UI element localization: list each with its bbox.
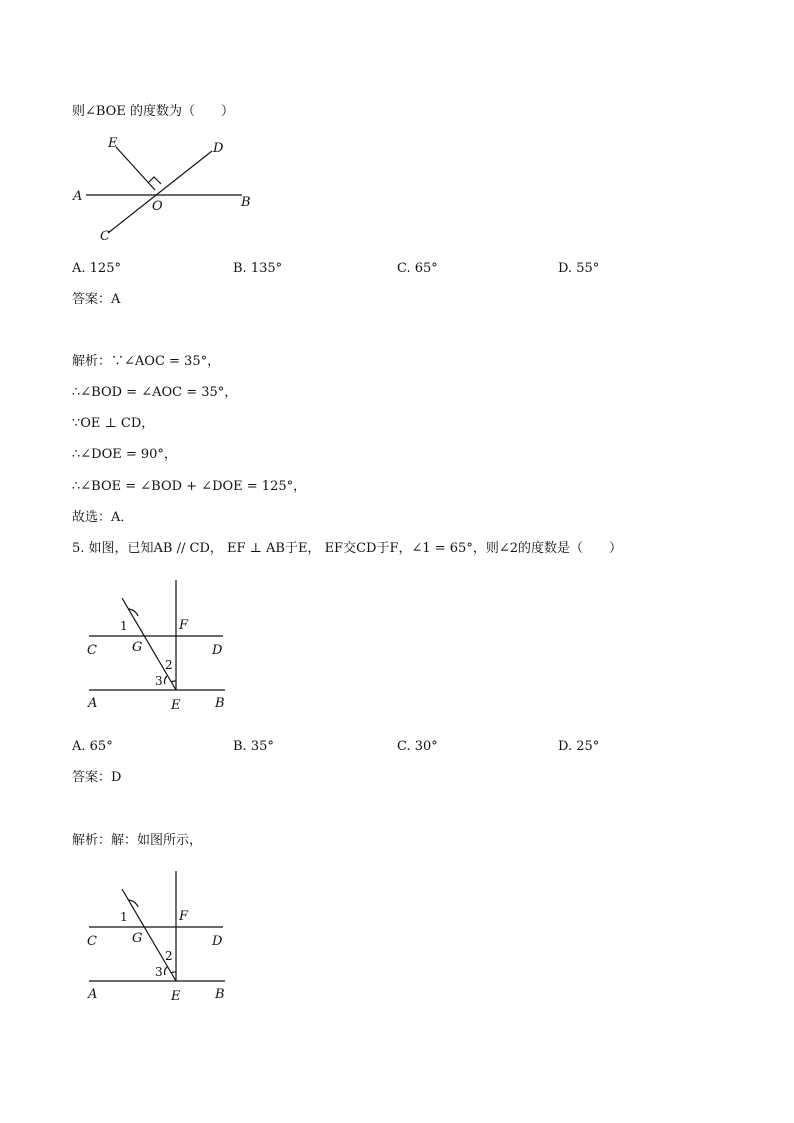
q5-label-3: 3 [155,674,163,688]
q5-analysis-figure [85,869,235,1004]
q5-label-c: C [87,643,97,658]
q4-stem: 则∠BOE 的度数为（ ） [72,104,234,119]
q4-option-d: D. 55° [558,261,600,276]
q5b-label-2: 2 [165,949,173,963]
q5-analysis-intro: 解析：解：如图所示， [72,833,203,848]
q4-analysis-line: ∴∠DOE = 90°， [72,447,177,462]
q5-stem: 5. 如图，已知AB // CD， EF ⊥ AB于E， EF交CD于F，∠1 = 65°，则∠2的度数是（ ） [72,541,622,556]
q5-figure [85,578,235,713]
q4-analysis-line: 解析：∵∠AOC = 35°， [72,354,221,369]
q4-label-b: B [241,195,251,210]
q4-label-a: A [73,189,83,204]
q4-analysis-line: 故选：A． [72,510,134,525]
q4-analysis-line: ∴∠BOD = ∠AOC = 35°， [72,385,238,400]
q4-label-d: D [213,141,224,156]
q4-option-b: B. 135° [233,261,283,276]
q4-label-c: C [100,229,110,244]
q5-label-e: E [171,698,181,713]
q5b-label-c: C [87,934,97,949]
q4-figure [60,130,280,245]
q5-label-a: A [88,696,98,711]
q5b-label-1: 1 [120,910,128,924]
q5b-label-e: E [171,989,181,1004]
q5-option-d: D. 25° [558,739,600,754]
q5b-label-g: G [132,931,143,946]
q5-label-1: 1 [120,619,128,633]
q4-option-a: A. 125° [72,261,121,276]
q4-option-c: C. 65° [397,261,438,276]
q5-option-c: C. 30° [397,739,438,754]
q5-answer: 答案：D [72,770,122,785]
q4-label-o: O [152,199,163,214]
q5b-label-a: A [88,987,98,1002]
q5b-label-d: D [212,934,223,949]
q4-label-e: E [108,136,118,151]
q5-option-a: A. 65° [72,739,113,754]
q4-analysis-line: ∴∠BOE = ∠BOD + ∠DOE = 125°， [72,479,307,494]
q5-label-d: D [212,643,223,658]
q5b-label-f: F [179,909,189,924]
q5b-label-b: B [215,987,225,1002]
q4-answer: 答案：A [72,292,121,307]
q4-analysis-line: ∵OE ⊥ CD， [72,416,155,431]
q5-label-b: B [215,696,225,711]
q5-option-b: B. 35° [233,739,274,754]
q5-label-g: G [132,640,143,655]
q5-label-f: F [179,618,189,633]
q5b-label-3: 3 [155,965,163,979]
q5-label-2: 2 [165,658,173,672]
